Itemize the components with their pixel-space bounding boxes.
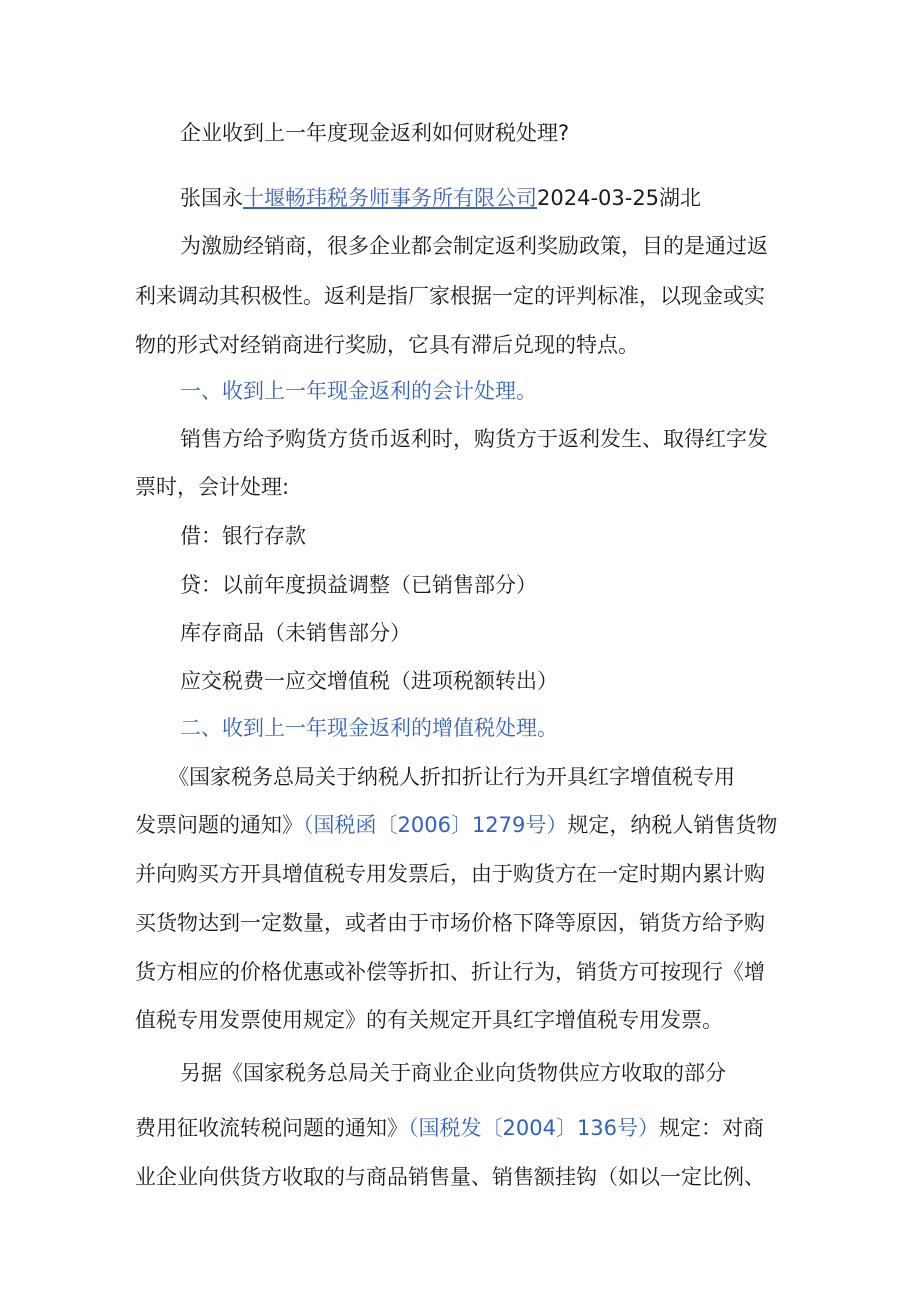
paragraph-line: 另据《国家税务总局关于商业企业向货物供应方收取的部分 xyxy=(180,1061,726,1085)
paragraph-line xyxy=(135,810,777,840)
text-run: 发票问题的通知》 xyxy=(135,813,303,837)
paragraph-line: 票时，会计处理: xyxy=(135,475,290,499)
text-run: 费用征收流转税问题的通知》 xyxy=(135,1116,408,1140)
section-heading-1: 一、收到上一年现金返利的会计处理。 xyxy=(180,379,537,403)
entry-credit: 贷：以前年度损益调整（已销售部分） xyxy=(180,573,537,597)
paragraph-line: 并向购买方开具增值税专用发票后，由于购货方在一定时期内累计购 xyxy=(135,862,765,886)
entry-debit: 借：银行存款 xyxy=(180,524,306,548)
section-heading-2: 二、收到上一年现金返利的增值税处理。 xyxy=(180,716,558,740)
paragraph-line: 利来调动其积极性。返利是指厂家根据一定的评判标准，以现金或实 xyxy=(135,284,765,308)
org-link[interactable]: 十堰畅玮税务师事务所有限公司 xyxy=(243,186,537,210)
text-run: 规定，纳税人销售货物 xyxy=(567,813,778,837)
paragraph-line: 值税专用发票使用规定》的有关规定开具红字增值税专用发票。 xyxy=(135,1008,723,1032)
paragraph-line xyxy=(135,1113,764,1143)
page-title: 企业收到上一年度现金返利如何财税处理? xyxy=(180,121,570,145)
paragraph-line: 《国家税务总局关于纳税人折扣折让行为开具红字增值税专用 xyxy=(168,765,735,789)
paragraph-line: 为激励经销商，很多企业都会制定返利奖励政策，目的是通过返 xyxy=(180,234,768,258)
date-place: 2024-03-25湖北 xyxy=(537,186,702,210)
author-name: 张国永 xyxy=(180,186,243,210)
entry-tax: 应交税费一应交增值税（进项税额转出） xyxy=(180,669,558,693)
paragraph-line: 物的形式对经销商进行奖励，它具有滞后兑现的特点。 xyxy=(135,333,639,357)
citation-ref: （国税函〔2006〕1279号） xyxy=(303,813,568,837)
entry-inventory: 库存商品（未销售部分） xyxy=(180,621,411,645)
paragraph-line: 销售方给予购货方货币返利时，购货方于返利发生、取得红字发 xyxy=(180,427,768,451)
paragraph-line: 业企业向供货方收取的与商品销售量、销售额挂钩（如以一定比例、 xyxy=(135,1165,765,1189)
paragraph-line: 买货物达到一定数量，或者由于市场价格下降等原因，销货方给予购 xyxy=(135,911,765,935)
byline xyxy=(180,183,701,213)
text-run: 规定：对商 xyxy=(659,1116,765,1140)
paragraph-line: 货方相应的价格优惠或补偿等折扣、折让行为，销货方可按现行《增 xyxy=(135,960,765,984)
citation-ref: （国税发〔2004〕136号） xyxy=(408,1116,660,1140)
